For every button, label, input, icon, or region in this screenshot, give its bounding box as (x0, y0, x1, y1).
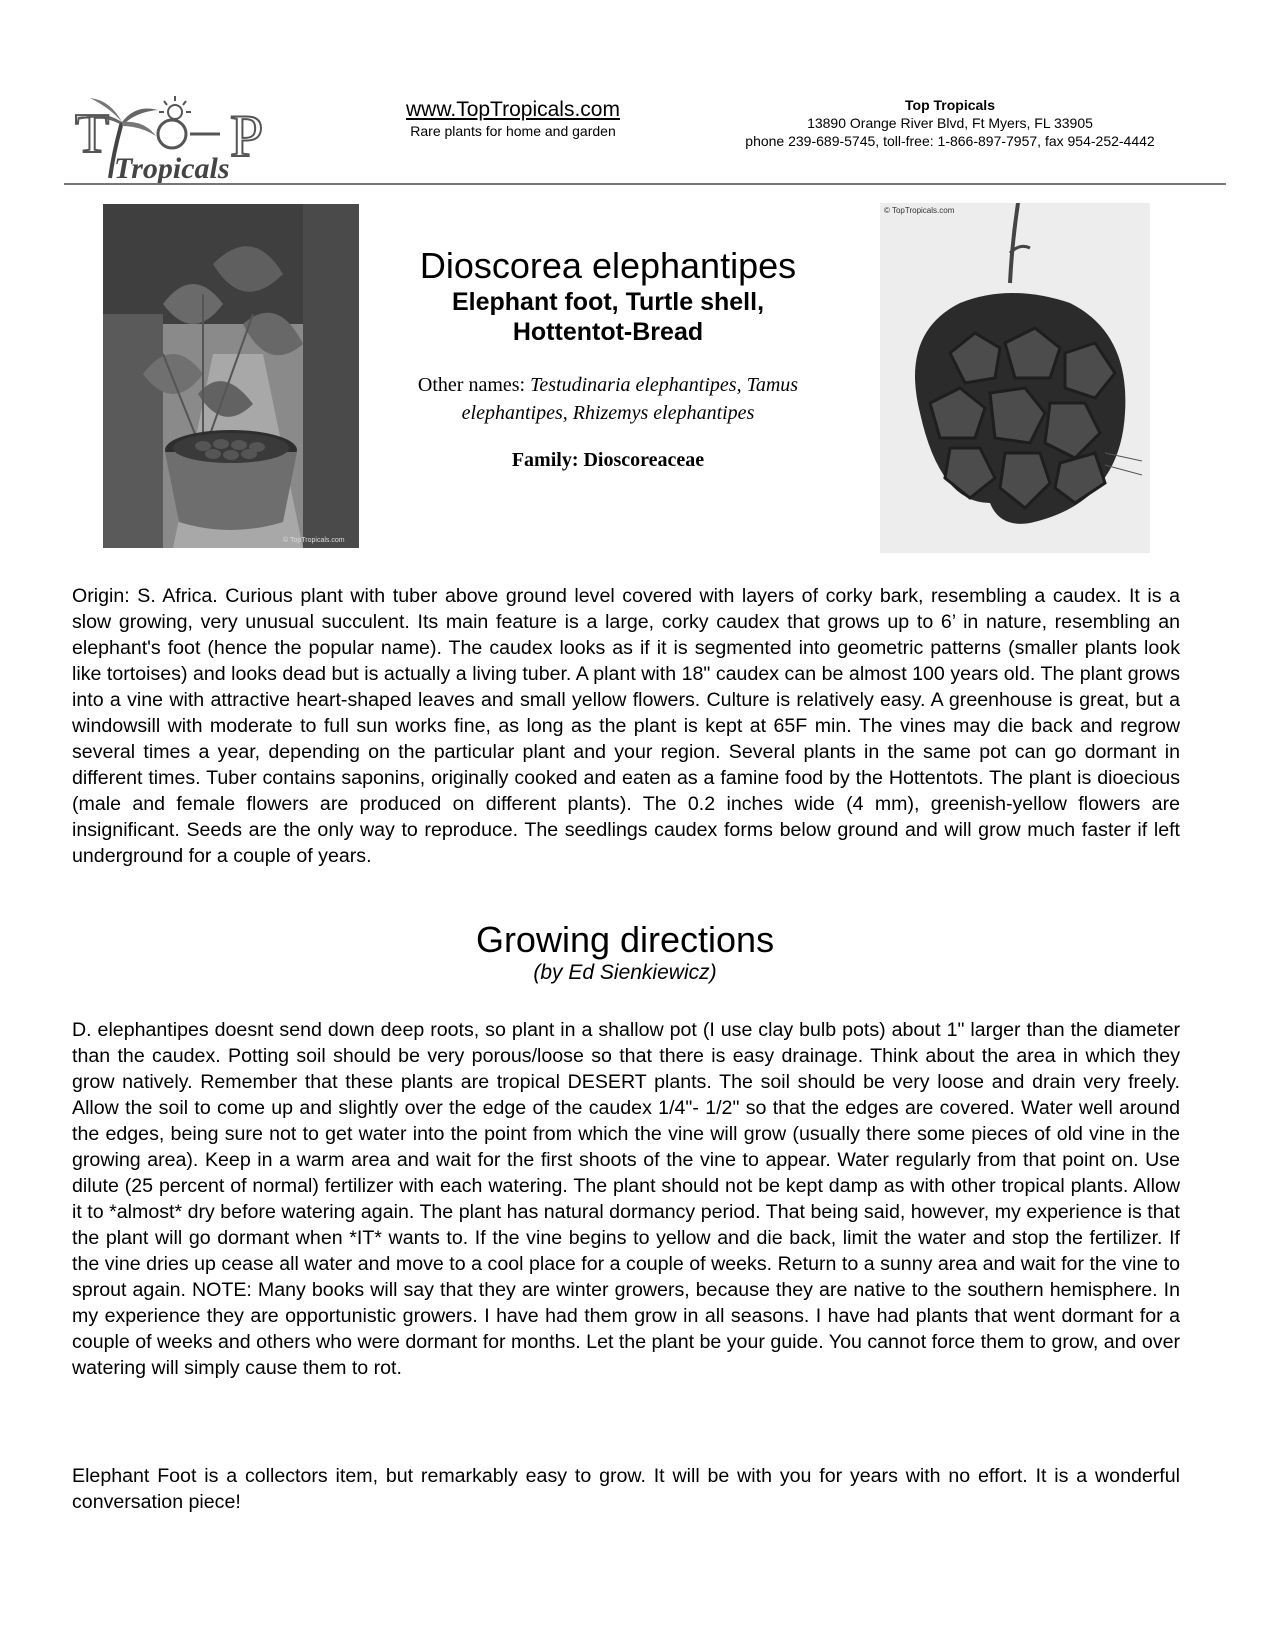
photo-left-credit: © TopTropicals.com (283, 537, 345, 544)
other-names-label: Other names: (417, 374, 526, 396)
photo-right-credit: © TopTropicals.com (884, 206, 955, 215)
svg-text:T: T (75, 103, 110, 165)
company-phone: phone 239-689-5745, toll-free: 1-866-897-7957, fax 954-252-4442 (745, 133, 1155, 149)
other-names-list: Testudinaria elephantipes, Tamus elephantipes, Rhizemys elephantipes (461, 374, 799, 424)
closing-paragraph: Elephant Foot is a collectors item, but remarkably easy to grow. It will be with you for years with no effort. It is a wonderful conversation piece! (72, 1465, 1180, 1513)
top-tropicals-logo (70, 90, 295, 185)
svg-text:P: P (230, 103, 264, 169)
growing-directions-heading (0, 920, 1250, 986)
growing-directions-title: Growing directions (475, 919, 775, 960)
plant-family: Family: Dioscoreaceae (511, 449, 705, 471)
svg-text:Tropicals: Tropicals (114, 152, 230, 185)
common-names: Elephant foot, Turtle shell, Hottentot-Bread (451, 288, 765, 346)
growing-directions-text: D. elephantipes doesnt send down deep roots, so plant in a shallow pot (I use clay bulb pots) about 1" larger than the diameter than the caudex. Potting soil should be very porous/loose so that there is easy drainage. Think about the area in which they grow natively. Remember that these plants are tropical DESERT plants. The soil should be very loose and drain very freely. Allow the soil to come up and slightly over the edge of the caudex 1/4"- 1/2" so that the edges are covered. Water well around the edges, being sure not to get water into the point from which the vine will grow (usually there some pieces of old vine in the growing area). Keep in a warm area and wait for the first shoots of the vine to appear. Water regularly from that point on. Use dilute (25 percent of normal) fertilizer with each watering. The plant should not be kept damp as with other tropical plants. Allow it to *almost* dry before watering again. The plant has natural dormancy period. That being said, however, my experience is that the plant will go dormant when *IT* wants to. If the vine begins to yellow and die back, limit the water and stop the fertilizer. If the vine dries up cease all water and move to a cool place for a couple of weeks. Return to a sunny area and wait for the vine to sprout again. NOTE: Many books will say that they are winter growers, because they are native to the southern hemisphere. In my experience they are opportunistic growers. I have had them grow in all seasons. I have had plants that went dormant for a couple of weeks and others who were dormant for months. Let the plant be your guide. You cannot force them to grow, and over watering will simply cause them to rot. (72, 1019, 1180, 1379)
site-url-link[interactable]: www.TopTropicals.com (406, 98, 620, 121)
header-divider (64, 183, 1226, 185)
plant-description: Origin: S. Africa. Curious plant with tuber above ground level covered with layers of corky bark, resembling a caudex. It is a slow growing, very unusual succulent. Its main feature is a large, corky caudex that grows up to 6’ in nature, resembling an elephant's foot (hence the popular name). The caudex looks as if it is segmented into geometric patterns (smaller plants look like tortoises) and looks dead but is actually a living tuber. A plant with 18" caudex can be almost 100 years old. The plant grows into a vine with attractive heart-shaped leaves and small yellow flowers. Culture is relatively easy. A greenhouse is great, but a windowsill with moderate to full sun works fine, as long as the plant is kept at 65F min. The vines may die back and regrow several times a year, depending on the particular plant and your region. Several plants in the same pot can go dormant in different times. Tuber contains saponins, originally cooked and eaten as a famine food by the Hottentots. The plant is dioecious (male and female flowers are produced on different plants). The 0.2 inches wide (4 mm), greenish-yellow flowers are insignificant. Seeds are the only way to reproduce. The seedlings caudex forms below ground and will grow much faster if left underground for a couple of years. (72, 585, 1180, 867)
company-name: Top Tropicals (905, 97, 995, 113)
growing-directions-byline: (by Ed Sienkiewicz) (533, 961, 717, 984)
company-address: 13890 Orange River Blvd, Ft Myers, FL 33905 (807, 115, 1093, 131)
site-tagline: Rare plants for home and garden (410, 123, 616, 139)
page-header (0, 0, 1275, 190)
plant-title-block (368, 245, 848, 472)
company-contact (680, 96, 1220, 150)
site-info (378, 98, 648, 140)
other-names (368, 371, 848, 427)
plant-photo-potted (103, 204, 359, 548)
scientific-name: Dioscorea elephantipes (419, 245, 797, 286)
plant-photo-caudex (880, 203, 1150, 553)
